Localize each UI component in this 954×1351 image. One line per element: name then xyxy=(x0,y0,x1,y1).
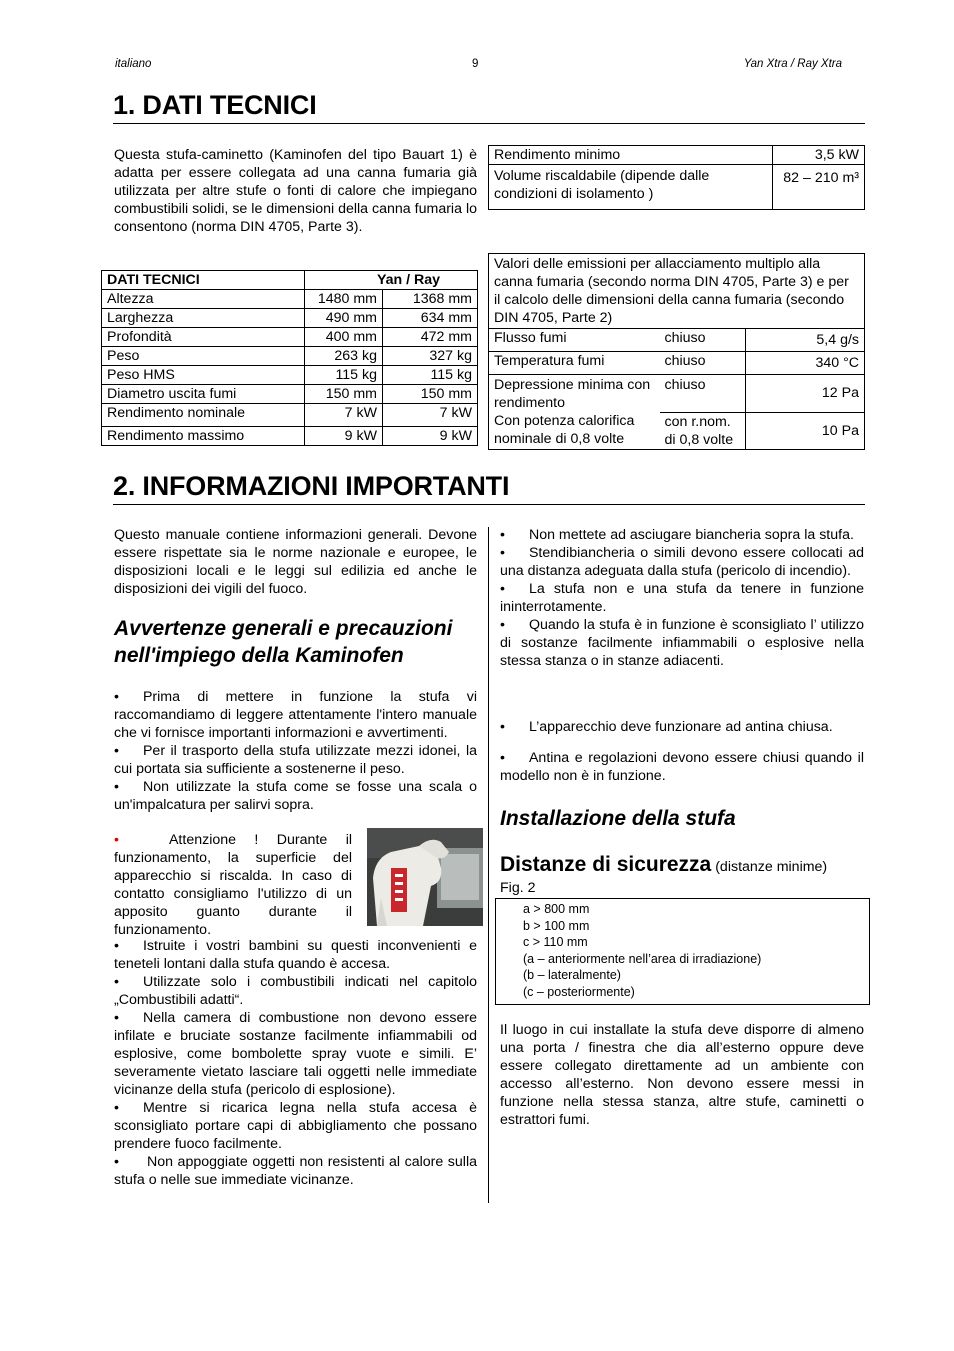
table-row xyxy=(489,165,865,210)
distances-box xyxy=(495,898,870,1005)
bullet-icon: • xyxy=(114,1154,119,1170)
table-cell: 5,4 g/s xyxy=(746,329,865,352)
list-item: • Per il trasporto della stufa utilizzate mezzi idonei, la cui portata sia sufficiente a sostenerne il peso. xyxy=(114,743,477,777)
table-row xyxy=(102,404,478,427)
table-cell: Peso HMS xyxy=(102,366,305,385)
table-row xyxy=(102,309,478,328)
table-header-row xyxy=(489,254,865,329)
table-cell: 82 – 210 m³ xyxy=(773,165,865,210)
table-cell: 115 kg xyxy=(305,366,383,385)
table-row xyxy=(102,385,478,404)
table-cell: Rendimento nominale xyxy=(102,404,305,427)
table-cell: 3,5 kW xyxy=(773,146,865,165)
column-divider xyxy=(488,527,489,1203)
list-item: (a – anteriormente nell’area di irradiazione) xyxy=(523,951,762,966)
table-cell: 1480 mm xyxy=(305,290,383,309)
table-cell: 1368 mm xyxy=(383,290,478,309)
emission-table xyxy=(488,253,865,450)
table-cell: chiuso xyxy=(660,352,746,375)
installation-title: Installazione della stufa xyxy=(500,807,736,830)
list-item: • Mentre si ricarica legna nella stufa accesa è sconsigliato portare capi di abbigliamento che possano prendere fuoco facilmente. xyxy=(114,1100,477,1152)
room-paragraph xyxy=(500,1021,864,1129)
table-row xyxy=(489,329,865,352)
list-item: • L’apparecchio deve funzionare ad antina chiusa. xyxy=(500,719,833,735)
list-item: • Antina e regolazioni devono essere chiusi quando il modello non è in funzione. xyxy=(500,750,864,784)
table-cell: 7 kW xyxy=(383,404,478,427)
table-cell: Rendimento massimo xyxy=(102,427,305,446)
table-cell: 340 °C xyxy=(746,352,865,375)
table-cell: 490 mm xyxy=(305,309,383,328)
table-cell: Rendimento minimo xyxy=(489,146,773,165)
list-item: • Stendibiancheria o simili devono essere collocati ad una distanza adeguata dalla stufa (pericolo di incendio). xyxy=(500,545,864,579)
glove-warning xyxy=(114,831,352,939)
intro-paragraph xyxy=(114,146,477,236)
list-item: • La stufa non e una stufa da tenere in funzione ininterrotamente. xyxy=(500,581,864,615)
list-item: • Istruite i vostri bambini su questi inconvenienti e teneteli lontani dalla stufa quando è accesa. xyxy=(114,938,477,972)
table-cell: Flusso fumi xyxy=(489,329,660,352)
bullet-icon: • xyxy=(500,617,505,633)
bullet-icon: • xyxy=(114,938,119,954)
bullet-icon: • xyxy=(114,1010,119,1026)
bullet-icon: • xyxy=(114,779,119,795)
header-model: Yan Xtra / Ray Xtra xyxy=(743,58,842,70)
table-cell: Profondità xyxy=(102,328,305,347)
table-row xyxy=(102,290,478,309)
table-header-models: Yan / Ray xyxy=(305,271,478,290)
warnings-list xyxy=(114,688,477,814)
table-cell: Depressione minima con rendimento xyxy=(489,375,660,413)
table-row xyxy=(489,375,865,413)
tech-data-table xyxy=(101,270,478,446)
section2-intro-text: Questo manuale contiene informazioni generali. Devone essere rispettate sia le norme nazionale e europee, le disposizioni locali e le leggi sul edilizia ed anche le disposizioni dei vigili del fuoco. xyxy=(114,527,477,597)
table-cell: chiuso xyxy=(660,375,746,413)
warning-bullet-icon: • xyxy=(114,832,119,848)
table-cell: 327 kg xyxy=(383,347,478,366)
list-item: c > 110 mm xyxy=(523,935,588,949)
table-row xyxy=(102,328,478,347)
list-item: (c – posteriormente) xyxy=(523,984,635,999)
table-row xyxy=(489,352,865,375)
list-item: • Non mettete ad asciugare biancheria sopra la stufa. xyxy=(500,527,854,543)
table-row xyxy=(489,146,865,165)
list-item: • Nella camera di combustione non devono essere infilate e bruciate sostanze facilmente infiammabili od esplosive, come bombolette spray vuote e simili. E’ severamente vietato lasciare tali oggetti nelle immediate vicinanze della stufa (pericolo di esplosione). xyxy=(114,1010,477,1098)
list-item: • Quando la stufa è in funzione è sconsigliato l’ utilizzo di sostanze facilmente infiammabili o esplosive nella stessa stanza o in stanze adiacenti. xyxy=(500,617,864,669)
list-item: • Non utilizzate la stufa come se fosse una scala o un'impalcatura per salirvi sopra. xyxy=(114,779,477,813)
controls-closed-item xyxy=(500,749,864,785)
door-closed-item xyxy=(500,718,864,736)
table-cell: 472 mm xyxy=(383,328,478,347)
distance-note: (distanze minime) xyxy=(715,859,828,875)
table-cell: Larghezza xyxy=(102,309,305,328)
bullet-icon: • xyxy=(500,581,505,597)
intro-text: Questa stufa-caminetto (Kaminofen del tipo Bauart 1) è adatta per essere collegata ad una canna fumaria già utilizzata per altre stufe o fonti di calore che impiegano combustibili solidi, se le dimensioni della canna fumaria lo consentono (norma DIN 4705, Parte 3). xyxy=(114,147,477,235)
table-cell: Peso xyxy=(102,347,305,366)
table-row xyxy=(102,366,478,385)
table-cell: Con potenza calorifica nominale di 0,8 volte xyxy=(489,412,660,449)
warnings-list-2 xyxy=(114,937,477,1189)
table-cell: 263 kg xyxy=(305,347,383,366)
table-cell: 115 kg xyxy=(383,366,478,385)
bullet-icon: • xyxy=(500,545,505,561)
bullet-icon: • xyxy=(114,689,119,705)
warnings-title: Avvertenze generali e precauzioni nell'impiego della Kaminofen xyxy=(114,617,453,667)
table-cell: 400 mm xyxy=(305,328,383,347)
power-table xyxy=(488,145,865,210)
glove-photo xyxy=(367,828,483,926)
section2-intro xyxy=(114,526,477,598)
bullet-icon: • xyxy=(114,1100,119,1116)
table-cell: Altezza xyxy=(102,290,305,309)
table-cell: 9 kW xyxy=(305,427,383,446)
table-cell: 150 mm xyxy=(305,385,383,404)
bullet-icon: • xyxy=(114,743,119,759)
distance-title: Distanze di sicurezza xyxy=(500,853,712,876)
list-item: • Prima di mettere in funzione la stufa vi raccomandiamo di leggere attentamente l'intero manuale che vi fornisce importanti informazioni e avvertimenti. xyxy=(114,689,477,741)
table-cell: Volume riscaldabile (dipende dalle condizioni di isolamento ) xyxy=(489,165,773,210)
table-cell: Temperatura fumi xyxy=(489,352,660,375)
fig-label: Fig. 2 xyxy=(500,880,536,896)
bullet-icon: • xyxy=(500,719,505,735)
table-cell: 7 kW xyxy=(305,404,383,427)
table-cell: con r.nom. di 0,8 volte xyxy=(660,412,746,449)
room-text: Il luogo in cui installate la stufa deve disporre di almeno una porta / finestra che dia all’esterno oppure deve essere collegato direttamente ad un ambiente con accesso all’esterno. Non devono essere messi in funzione nella stessa stanza, altre stufe, caminetti o estrattori fumi. xyxy=(500,1022,864,1128)
list-item: • Non appoggiate oggetti non resistenti al calore sulla stufa o nelle sue immediate vicinanze. xyxy=(114,1154,477,1188)
table-row xyxy=(489,412,865,449)
page-number: 9 xyxy=(472,58,479,70)
table-cell: 10 Pa xyxy=(746,412,865,449)
section-title-informazioni: 2. INFORMAZIONI IMPORTANTI xyxy=(113,471,865,505)
list-item: b > 100 mm xyxy=(523,918,590,933)
bullet-icon: • xyxy=(500,750,505,766)
bullet-icon: • xyxy=(500,527,505,543)
table-cell: 634 mm xyxy=(383,309,478,328)
section-title-dati-tecnici: 1. DATI TECNICI xyxy=(113,90,865,124)
list-item: a > 800 mm xyxy=(523,902,590,916)
glove-warning-text: Attenzione ! Durante il funzionamento, la superficie del apparecchio si riscalda. In caso di contatto consigliamo l'utilizzo di un apposito guanto durante il funzionamento. xyxy=(114,832,352,938)
table-cell: 9 kW xyxy=(383,427,478,446)
table-cell: chiuso xyxy=(660,329,746,352)
table-row xyxy=(102,427,478,446)
emission-heading: Valori delle emissioni per allacciamento multiplo alla canna fumaria (secondo norma DIN 4705, Parte 3) e per il calcolo delle dimensioni della canna fumaria (secondo DIN 4705, Parte 2) xyxy=(489,254,865,329)
distance-heading xyxy=(500,853,870,877)
table-row xyxy=(102,347,478,366)
header-language: italiano xyxy=(115,58,152,70)
table-cell: Diametro uscita fumi xyxy=(102,385,305,404)
table-cell: 150 mm xyxy=(383,385,478,404)
right-warnings-list xyxy=(500,526,864,670)
bullet-icon: • xyxy=(114,974,119,990)
list-item: (b – lateralmente) xyxy=(523,968,621,982)
table-header-label: DATI TECNICI xyxy=(102,271,305,290)
table-header-row xyxy=(102,271,478,290)
list-item: • Utilizzate solo i combustibili indicati nel capitolo „Combustibili adatti“. xyxy=(114,974,477,1008)
table-cell: 12 Pa xyxy=(746,375,865,413)
